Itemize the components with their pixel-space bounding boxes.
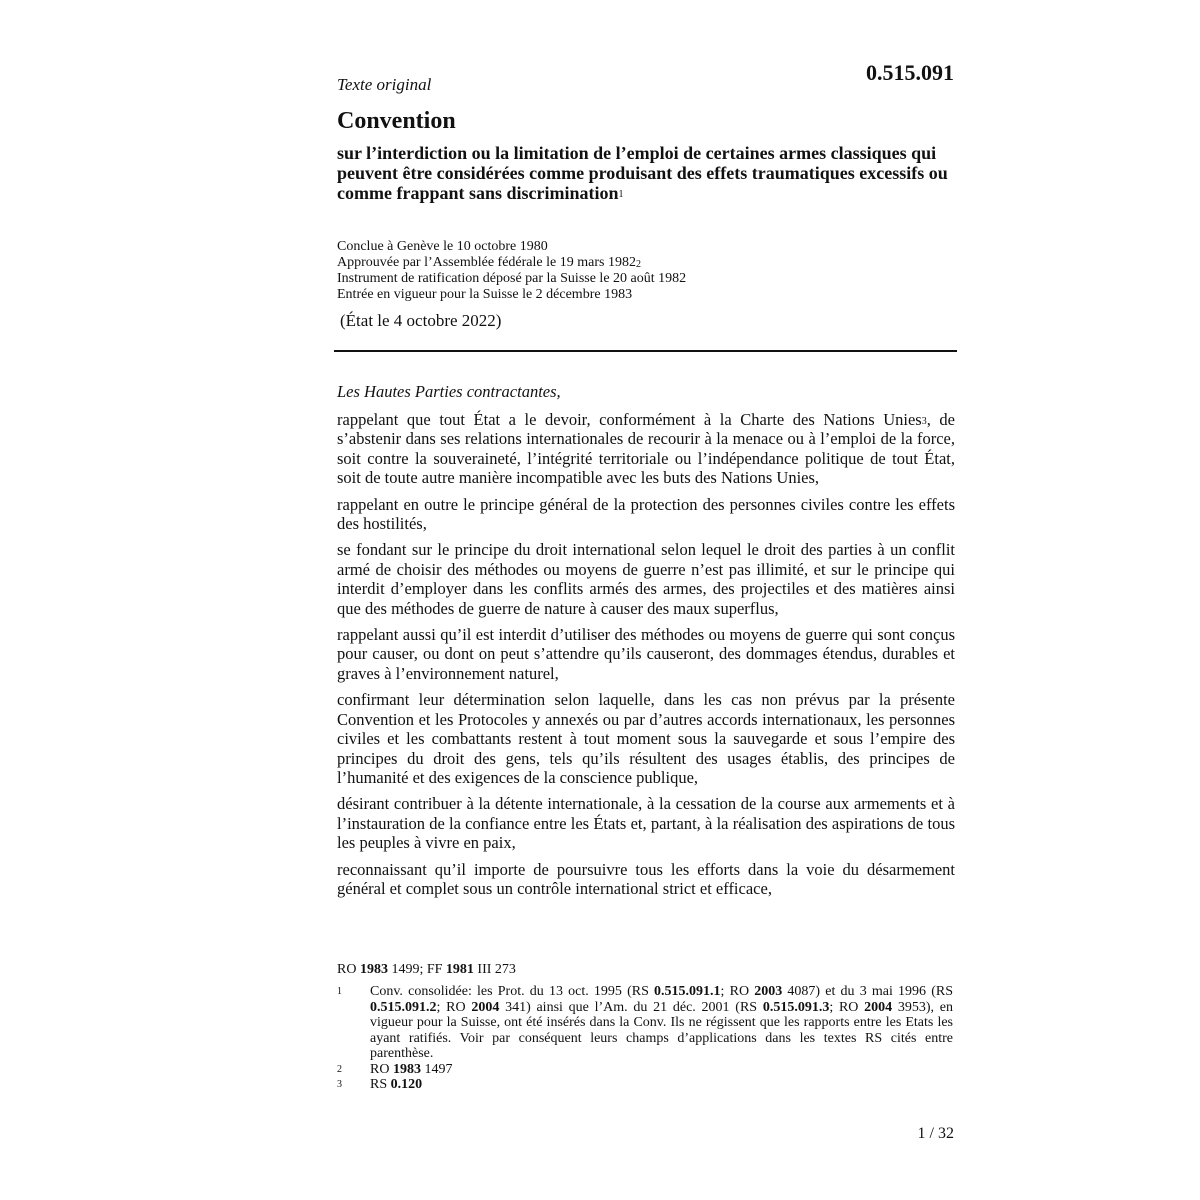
meta-approved: Approuvée par l’Assemblée fédérale le 19 mars 1982$^2$ [337, 255, 641, 270]
footnote-number: 1 [337, 986, 342, 997]
meta-concluded: Conclue à Genève le 10 octobre 1980 [337, 239, 548, 254]
footnote-ref-3[interactable]: 3 [921, 416, 927, 427]
preamble-heading: Les Hautes Parties contractantes, [337, 382, 561, 401]
preamble-paragraph: reconnaissant qu’il importe de poursuivre tous les efforts dans la voie du désarmement général et complet sous un contrôle international strict et efficace, [337, 859, 955, 898]
footnote-number: 2 [337, 1063, 342, 1075]
footnote-2: 2 RO 1983 1497 [337, 1061, 453, 1077]
preamble-paragraph: rappelant aussi qu’il est interdit d’utiliser des méthodes ou moyens de guerre qui sont conçus pour causer, ou dont on peut s’attendre qu’ils causeront, des dommages étendus, durables et graves à l’environnement naturel, [337, 625, 955, 683]
preamble-paragraph: se fondant sur le principe du droit international selon lequel le droit des parties à un conflit armé de choisir des méthodes ou moyens de guerre n’est pas illimité, et sur le principe qui interdit d’employer dans les conflits armés des armes, des projectiles et des matières ainsi que des méthodes de guerre de nature à causer des maux superflus, [337, 540, 955, 618]
header-divider [334, 350, 957, 352]
page-number: 1 / 32 [917, 1125, 954, 1142]
preamble-paragraph: désirant contribuer à la détente internationale, à la cessation de la course aux armements et à l’instauration de la confiance entre les États et, partant, à la réalisation des aspirations de tous les peuples à vivre en paix, [337, 794, 955, 853]
publication-source: RO 1983 1499; FF 1981 III 273 [337, 962, 516, 977]
original-text-label: Texte original [337, 75, 432, 94]
state-date: (État le 4 octobre 2022) [340, 311, 502, 330]
meta-entry-into-force: Entrée en vigueur pour la Suisse le 2 décembre 1983 [337, 287, 633, 302]
meta-ratification: Instrument de ratification déposé par la Suisse le 20 août 1982 [337, 271, 687, 286]
preamble-paragraph: rappelant que tout État a le devoir, conformément à la Charte des Nations Unies$^3$, de s’abstenir dans ses relations internationales de recourir à la menace ou à l’emploi de la force, soit contre la souveraineté, l’intégrité territoriale ou l’indépendance politique de tout État, soit de toute autre manière incompatible avec les buts des Nations Unies, [337, 410, 955, 488]
footnote-1: 1 Conv. consolidée: les Prot. du 13 oct. 1995 (RS 0.515.091.1; RO 2003 4087) et du 3 mai 1996 (RS 0.515.091.2; RO 2004 341) ainsi que l’Am. du 21 déc. 2001 (RS 0.515.091.3; RO 2004 3953), en vigueur pour la Suisse, ont été insérés dans la Conv. Ils ne régissent que les rapports entre les Etats les ayant ratifiés. Voir par conséquent leurs champs d’applications dans les textes RS cités entre parenthèse. [337, 984, 954, 1061]
subtitle-text: sur l’interdiction ou la limitation de l’emploi de certaines armes classiques qui peuvent être considérées comme produisant des effets traumatiques excessifs ou comme frappant sans discrimination [337, 143, 948, 203]
adoption-metadata [337, 239, 686, 303]
document-subtitle [337, 143, 957, 203]
footnote-number: 3 [337, 1079, 342, 1090]
preamble-paragraph: rappelant en outre le principe général de la protection des personnes civiles contre les effets des hostilités, [337, 494, 955, 534]
footnotes [337, 984, 953, 1093]
preamble-paragraph: confirmant leur détermination selon laquelle, dans les cas non prévus par la présente Convention et les Protocoles y annexés ou par d’autres accords internationaux, les personnes civiles et les combattants restent à tout moment sous la sauvegarde et sous l’empire des principes du droit des gens, tels qu’ils résultent des usages établis, des principes de l’humanité et des exigences de la conscience publique, [337, 690, 955, 787]
footnote-ref-2[interactable]: 2 [635, 259, 641, 270]
footnote-3: 3 RS 0.120 [337, 1077, 423, 1092]
document-title: Convention [337, 108, 456, 134]
preamble-body [337, 410, 955, 905]
sr-number: 0.515.091 [866, 60, 954, 85]
footnote-ref-1[interactable]: 1 [618, 189, 624, 200]
